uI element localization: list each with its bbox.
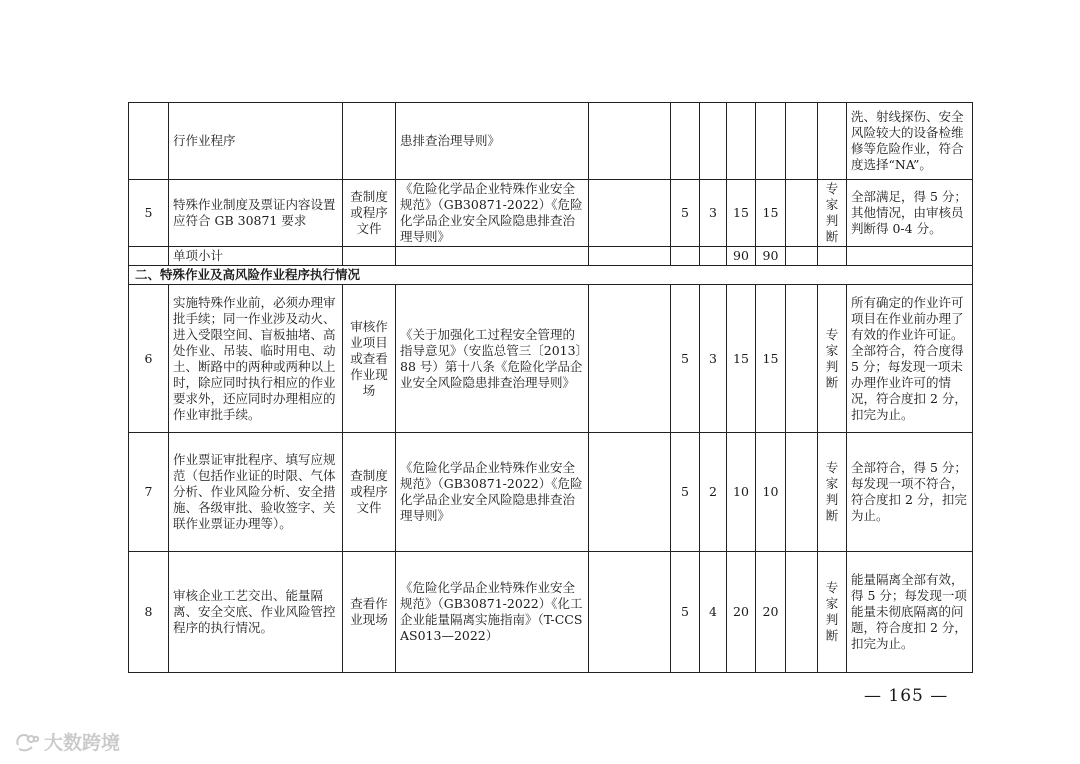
value-cell: 5 bbox=[671, 180, 700, 247]
item-cell: 特殊作业制度及票证内容设置应符合 GB 30871 要求 bbox=[169, 180, 343, 247]
remark-cell: 全部满足，得 5 分；其他情况，由审核员判断得 0-4 分。 bbox=[847, 180, 973, 247]
watermark bbox=[14, 728, 120, 755]
remark-cell: 所有确定的作业许可项目在作业前办理了有效的作业许可证。全部符合，符合度得 5 分；每发现一项未办理作业许可的情况，符合度扣 2 分，扣完为止。 bbox=[847, 285, 973, 433]
basis-cell: 患排查治理导则》 bbox=[396, 103, 589, 180]
audit-table bbox=[128, 102, 973, 673]
value-cell: 20 bbox=[727, 552, 756, 673]
method-cell: 查看作业现场 bbox=[343, 552, 396, 673]
value-cell: 15 bbox=[727, 285, 756, 433]
item-cell: 实施特殊作业前，必须办理审批手续；同一作业涉及动火、进入受限空间、盲板抽堵、高处作业、吊装、临时用电、动土、断路中的两种或两种以上时，除应同时执行相应的作业要求外，还应同时办理相应的作业审批手续。 bbox=[169, 285, 343, 433]
table-row bbox=[129, 552, 973, 673]
subtotal-row bbox=[129, 247, 973, 266]
remark-cell: 能量隔离全部有效，得 5 分；每发现一项能量未彻底隔离的问题，符合度扣 2 分，扣完为止。 bbox=[847, 552, 973, 673]
watermark-text: 大数跨境 bbox=[44, 732, 121, 754]
value-cell: 5 bbox=[671, 285, 700, 433]
value-cell: 10 bbox=[756, 433, 786, 552]
value-cell: 15 bbox=[756, 180, 786, 247]
value-cell: 5 bbox=[671, 433, 700, 552]
method-cell: 查制度或程序文件 bbox=[343, 180, 396, 247]
value-cell: 15 bbox=[756, 285, 786, 433]
row-number: 7 bbox=[129, 433, 169, 552]
brand-logo-icon bbox=[14, 731, 40, 753]
table-row bbox=[129, 103, 973, 180]
page-number: — 165 — bbox=[864, 686, 949, 706]
remark-cell: 洗、射线探伤、安全风险较大的设备检维修等危险作业，符合度选择“NA”。 bbox=[847, 103, 973, 180]
table-row bbox=[129, 285, 973, 433]
judge-cell: 专家判断 bbox=[818, 180, 847, 247]
value-cell: 2 bbox=[700, 433, 727, 552]
basis-cell: 《危险化学品企业特殊作业安全规范》（GB30871-2022）《危险化学品企业安全风险隐患排查治理导则》 bbox=[396, 180, 589, 247]
method-cell: 查制度或程序文件 bbox=[343, 433, 396, 552]
value-cell: 10 bbox=[727, 433, 756, 552]
item-cell: 行作业程序 bbox=[169, 103, 343, 180]
value-cell: 15 bbox=[727, 180, 756, 247]
value-cell: 20 bbox=[756, 552, 786, 673]
value-cell: 5 bbox=[671, 552, 700, 673]
item-cell: 作业票证审批程序、填写应规范（包括作业证的时限、气体分析、作业风险分析、安全措施、各级审批、验收签字、关联作业票证办理等）。 bbox=[169, 433, 343, 552]
value-cell: 4 bbox=[700, 552, 727, 673]
value-cell: 3 bbox=[700, 180, 727, 247]
row-number: 6 bbox=[129, 285, 169, 433]
judge-cell: 专家判断 bbox=[818, 285, 847, 433]
section-title: 二、特殊作业及高风险作业程序执行情况 bbox=[129, 266, 973, 285]
judge-cell: 专家判断 bbox=[818, 433, 847, 552]
row-number: 5 bbox=[129, 180, 169, 247]
row-number: 8 bbox=[129, 552, 169, 673]
subtotal-value: 90 bbox=[727, 247, 756, 266]
value-cell: 3 bbox=[700, 285, 727, 433]
item-cell: 审核企业工艺交出、能量隔离、安全交底、作业风险管控程序的执行情况。 bbox=[169, 552, 343, 673]
basis-cell: 《危险化学品企业特殊作业安全规范》（GB30871-2022）《危险化学品企业安全风险隐患排查治理导则》 bbox=[396, 433, 589, 552]
subtotal-label: 单项小计 bbox=[169, 247, 343, 266]
judge-cell: 专家判断 bbox=[818, 552, 847, 673]
basis-cell: 《关于加强化工过程安全管理的指导意见》（安监总管三〔2013〕88 号）第十八条《危险化学品企业安全风险隐患排查治理导则》 bbox=[396, 285, 589, 433]
subtotal-value: 90 bbox=[756, 247, 786, 266]
table-row bbox=[129, 180, 973, 247]
table-row bbox=[129, 433, 973, 552]
basis-cell: 《危险化学品企业特殊作业安全规范》（GB30871-2022）《化工企业能量隔离实施指南》（T-CCSAS013—2022） bbox=[396, 552, 589, 673]
method-cell: 审核作业项目或查看作业现场 bbox=[343, 285, 396, 433]
section-header-row bbox=[129, 266, 973, 285]
remark-cell: 全部符合，得 5 分；每发现一项不符合，符合度扣 2 分，扣完为止。 bbox=[847, 433, 973, 552]
